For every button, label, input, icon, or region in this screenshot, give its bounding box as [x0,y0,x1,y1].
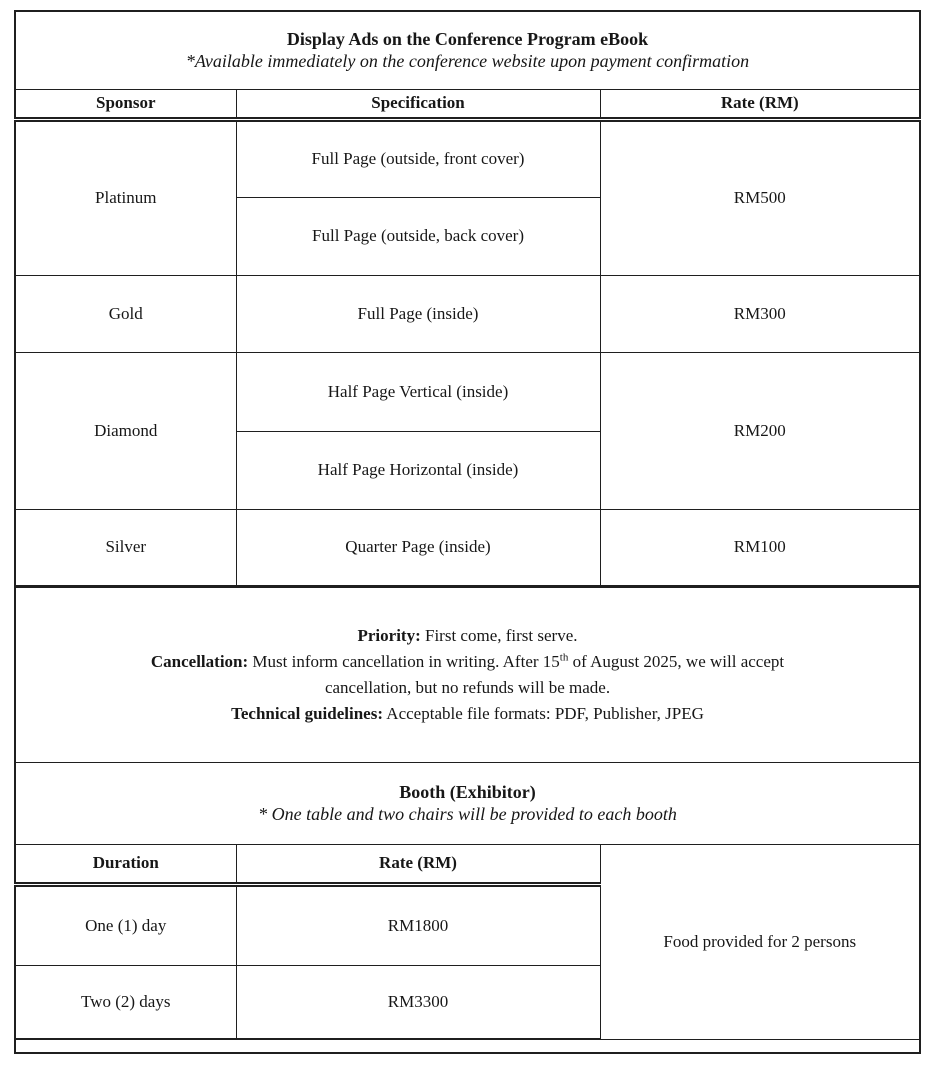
spec-platinum-back-cover: Full Page (outside, back cover) [236,197,600,275]
spec-diamond-horizontal: Half Page Horizontal (inside) [236,431,600,509]
note-priority: Priority: First come, first serve. [357,625,578,645]
food-note: Food provided for 2 persons [600,844,920,1039]
rate-two-days: RM3300 [236,965,600,1039]
partial-cutoff-row [15,1039,920,1053]
sponsor-gold: Gold [15,275,236,352]
booth-subtitle: * One table and two chairs will be provided to each booth [258,804,677,824]
column-header-duration: Duration [15,844,236,884]
pricing-table [14,10,921,1054]
note-technical: Technical guidelines: Acceptable file formats: PDF, Publisher, JPEG [231,703,704,723]
column-header-sponsor: Sponsor [15,89,236,119]
sponsor-diamond: Diamond [15,352,236,509]
duration-one-day: One (1) day [15,884,236,965]
notes-block [15,586,920,762]
column-header-specification: Specification [236,89,600,119]
spec-platinum-front-cover: Full Page (outside, front cover) [236,119,600,197]
spec-silver: Quarter Page (inside) [236,509,600,586]
rate-silver: RM100 [600,509,920,586]
display-ads-subtitle: *Available immediately on the conference website upon payment confirmation [185,51,750,72]
rate-one-day: RM1800 [236,884,600,965]
sponsor-silver: Silver [15,509,236,586]
column-header-rate: Rate (RM) [600,89,920,119]
sponsor-platinum: Platinum [15,119,236,275]
spec-diamond-vertical: Half Page Vertical (inside) [236,352,600,431]
booth-title: Booth (Exhibitor) [399,782,536,802]
spec-gold: Full Page (inside) [236,275,600,352]
column-header-booth-rate: Rate (RM) [236,844,600,884]
ordinal-superscript: th [559,650,569,663]
rate-gold: RM300 [600,275,920,352]
note-cancellation: Cancellation: Must inform cancellation in writing. After 15th of August 2025, we will accept [150,650,785,671]
booth-title-cell [15,762,920,844]
rate-diamond: RM200 [600,352,920,509]
duration-two-days: Two (2) days [15,965,236,1039]
note-cancellation-line2: cancellation, but no refunds will be made. [324,677,611,697]
display-ads-title: Display Ads on the Conference Program eBook [286,29,649,50]
display-ads-title-cell [15,11,920,89]
rate-platinum: RM500 [600,119,920,275]
